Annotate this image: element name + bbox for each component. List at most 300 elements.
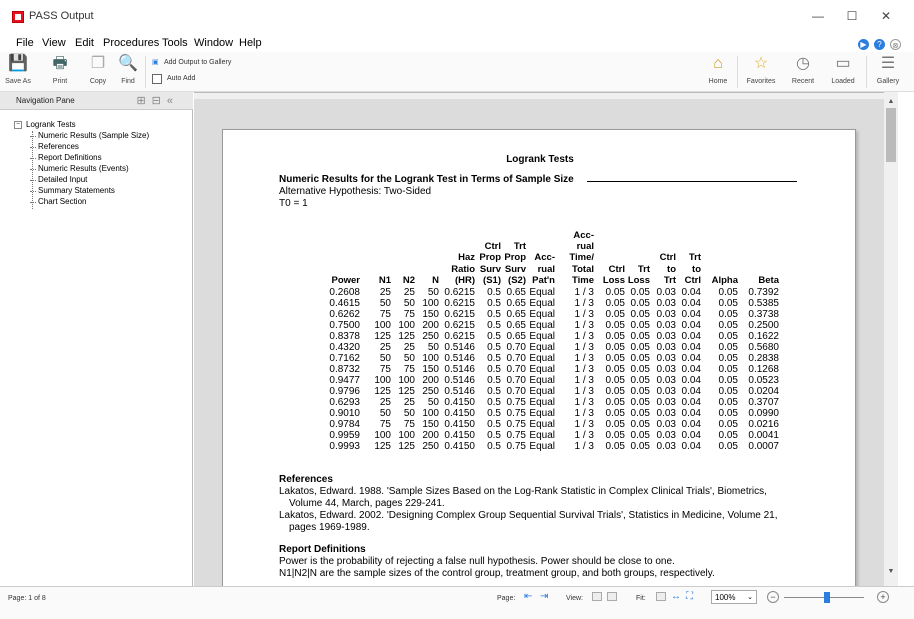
status-bar bbox=[0, 586, 914, 619]
table-cell: 75 bbox=[379, 309, 391, 320]
table-cell: 0.05 bbox=[605, 375, 625, 386]
column-header-line: Time bbox=[571, 274, 594, 286]
zoom-slider-thumb[interactable] bbox=[824, 592, 830, 603]
table-cell: 0.03 bbox=[656, 298, 676, 309]
table-cell: 125 bbox=[398, 441, 415, 452]
table-cell: 0.5 bbox=[487, 386, 501, 397]
scroll-down-icon[interactable]: ▼ bbox=[887, 568, 895, 575]
table-cell: Equal bbox=[529, 287, 555, 298]
table-row bbox=[223, 309, 856, 320]
table-cell: 0.3738 bbox=[748, 309, 779, 320]
table-cell: 0.75 bbox=[506, 419, 526, 430]
table-cell: 100 bbox=[374, 375, 391, 386]
table-cell: 125 bbox=[374, 441, 391, 452]
table-cell: 100 bbox=[398, 375, 415, 386]
table-cell: 0.5 bbox=[487, 375, 501, 386]
table-cell: 0.05 bbox=[718, 320, 738, 331]
table-cell: 0.05 bbox=[630, 408, 650, 419]
table-cell: 0.6215 bbox=[444, 331, 475, 342]
play-icon[interactable]: ▶ bbox=[858, 39, 869, 50]
app-icon bbox=[12, 11, 24, 23]
table-cell: 1 / 3 bbox=[574, 309, 594, 320]
table-cell: 100 bbox=[398, 430, 415, 441]
table-cell: 0.5146 bbox=[444, 386, 475, 397]
column-header-line: Loss bbox=[627, 274, 650, 286]
table-cell: 100 bbox=[398, 320, 415, 331]
column-header bbox=[603, 264, 625, 286]
table-cell: 0.04 bbox=[681, 342, 701, 353]
two-page-icon[interactable] bbox=[607, 592, 617, 601]
gallery-button[interactable]: ☰ Gallery bbox=[874, 54, 902, 90]
table-cell: 0.05 bbox=[718, 309, 738, 320]
column-header-line: Alpha bbox=[711, 274, 738, 286]
table-row bbox=[223, 419, 856, 430]
prev-page-icon[interactable]: ⇤ bbox=[524, 591, 533, 602]
table-cell: 0.9796 bbox=[329, 386, 360, 397]
table-cell: 0.05 bbox=[630, 309, 650, 320]
table-cell: 0.05 bbox=[605, 353, 625, 364]
table-cell: 150 bbox=[422, 364, 439, 375]
table-cell: 50 bbox=[427, 342, 439, 353]
table-cell: 0.03 bbox=[656, 430, 676, 441]
table-cell: 25 bbox=[379, 342, 391, 353]
home-button[interactable]: ⌂ Home bbox=[705, 54, 731, 90]
reference-1: Lakatos, Edward. 1988. 'Sample Sizes Based on the Log-Rank Statistic in Complex Clinical Trials', Biometrics, bbox=[279, 486, 767, 497]
column-header bbox=[628, 264, 650, 286]
table-cell: 0.5 bbox=[487, 309, 501, 320]
table-cell: 25 bbox=[379, 397, 391, 408]
table-cell: 25 bbox=[379, 287, 391, 298]
table-cell: 100 bbox=[422, 298, 439, 309]
table-cell: 0.05 bbox=[718, 353, 738, 364]
tree-item-numeric-results-sample-size[interactable]: Numeric Results (Sample Size) bbox=[14, 131, 149, 142]
table-cell: 1 / 3 bbox=[574, 353, 594, 364]
save-as-button[interactable]: 💾 Save As bbox=[5, 55, 31, 85]
definitions-heading: Report Definitions bbox=[279, 544, 366, 555]
table-cell: 1 / 3 bbox=[574, 331, 594, 342]
column-header-line: Ctrl bbox=[684, 274, 701, 286]
table-cell: 75 bbox=[403, 419, 415, 430]
table-row bbox=[223, 386, 856, 397]
table-row bbox=[223, 331, 856, 342]
table-cell: 75 bbox=[379, 419, 391, 430]
page-indicator: Page: 1 of 8 bbox=[8, 595, 46, 602]
table-cell: 0.03 bbox=[656, 397, 676, 408]
table-cell: 1 / 3 bbox=[574, 430, 594, 441]
column-header-line: rual bbox=[537, 263, 555, 275]
table-cell: 1 / 3 bbox=[574, 364, 594, 375]
table-cell: 0.0216 bbox=[748, 419, 779, 430]
close-button[interactable]: ✕ bbox=[880, 9, 892, 23]
table-cell: 0.5 bbox=[487, 287, 501, 298]
table-cell: 0.4150 bbox=[444, 408, 475, 419]
table-cell: 0.05 bbox=[605, 441, 625, 452]
table-cell: 0.05 bbox=[630, 320, 650, 331]
table-cell: 0.05 bbox=[630, 386, 650, 397]
zoom-out-icon[interactable]: − bbox=[767, 591, 779, 603]
table-cell: 0.05 bbox=[718, 287, 738, 298]
table-cell: 0.4320 bbox=[329, 342, 360, 353]
table-header bbox=[223, 230, 856, 286]
table-row bbox=[223, 342, 856, 353]
document-viewer bbox=[194, 92, 884, 586]
table-cell: 0.05 bbox=[605, 364, 625, 375]
table-row bbox=[223, 320, 856, 331]
table-cell: 0.05 bbox=[630, 397, 650, 408]
column-header-line: Pat'n bbox=[532, 274, 555, 286]
favorites-button[interactable]: ☆ Favorites bbox=[743, 54, 779, 90]
table-cell: 0.7500 bbox=[329, 320, 360, 331]
table-cell: 0.5146 bbox=[444, 353, 475, 364]
column-header-line: Trt bbox=[637, 263, 650, 275]
single-page-icon[interactable] bbox=[592, 592, 602, 601]
tree-item-logrank-tests[interactable]: − Logrank Tests bbox=[15, 120, 76, 129]
table-cell: 1 / 3 bbox=[574, 386, 594, 397]
table-row bbox=[223, 353, 856, 364]
table-cell: 0.70 bbox=[506, 375, 526, 386]
table-cell: 0.04 bbox=[681, 353, 701, 364]
table-cell: 0.05 bbox=[718, 298, 738, 309]
t0-value: T0 = 1 bbox=[279, 198, 308, 209]
table-cell: Equal bbox=[529, 309, 555, 320]
table-cell: 0.6215 bbox=[444, 320, 475, 331]
column-header-line: N bbox=[432, 274, 439, 286]
table-cell: 0.03 bbox=[656, 320, 676, 331]
table-cell: 0.0007 bbox=[748, 441, 779, 452]
auto-add-label: Auto Add bbox=[167, 75, 196, 82]
table-cell: 0.5 bbox=[487, 408, 501, 419]
table-cell: Equal bbox=[529, 441, 555, 452]
nav-pane-controls[interactable]: ⊞⊟« bbox=[136, 95, 179, 107]
table-cell: 0.0204 bbox=[748, 386, 779, 397]
minimize-button[interactable]: — bbox=[812, 9, 824, 23]
table-cell: 75 bbox=[403, 309, 415, 320]
table-cell: 0.05 bbox=[718, 430, 738, 441]
table-cell: 0.05 bbox=[630, 375, 650, 386]
table-cell: 0.5 bbox=[487, 320, 501, 331]
table-cell: 0.04 bbox=[681, 320, 701, 331]
column-header-line: Ctrl bbox=[608, 263, 625, 275]
table-cell: 125 bbox=[398, 386, 415, 397]
column-header-line: to bbox=[667, 263, 676, 275]
column-header-line: Loss bbox=[602, 274, 625, 286]
zoom-select[interactable]: 100% ⌄ bbox=[711, 590, 757, 604]
table-cell: 0.05 bbox=[605, 309, 625, 320]
column-header bbox=[479, 241, 501, 286]
table-cell: 1 / 3 bbox=[574, 287, 594, 298]
table-cell: Equal bbox=[529, 342, 555, 353]
tree-item-numeric-results-events[interactable]: Numeric Results (Events) bbox=[14, 164, 149, 175]
column-header bbox=[569, 230, 594, 286]
column-header bbox=[379, 275, 391, 286]
find-button[interactable]: 🔍 Find bbox=[114, 54, 142, 90]
toolbar-divider bbox=[737, 56, 738, 88]
table-row bbox=[223, 364, 856, 375]
table-cell: 0.9993 bbox=[329, 441, 360, 452]
table-cell: 200 bbox=[422, 375, 439, 386]
table-cell: 0.05 bbox=[718, 408, 738, 419]
loaded-button[interactable]: ▭ Loaded bbox=[827, 54, 859, 90]
table-cell: 0.4150 bbox=[444, 430, 475, 441]
table-cell: 0.03 bbox=[656, 309, 676, 320]
vertical-scrollbar[interactable] bbox=[884, 92, 898, 586]
table-cell: 0.05 bbox=[718, 419, 738, 430]
column-header-line: (S2) bbox=[508, 274, 526, 286]
table-cell: 0.03 bbox=[656, 364, 676, 375]
table-cell: 0.05 bbox=[718, 364, 738, 375]
reference-2-cont: pages 1969-1989. bbox=[289, 522, 370, 533]
table-cell: 0.5146 bbox=[444, 375, 475, 386]
auto-add-checkbox[interactable] bbox=[152, 74, 162, 84]
table-cell: 0.04 bbox=[681, 298, 701, 309]
next-page-icon[interactable]: ⇥ bbox=[540, 591, 549, 602]
table-cell: 0.03 bbox=[656, 375, 676, 386]
table-cell: 0.5 bbox=[487, 441, 501, 452]
table-cell: 0.6215 bbox=[444, 309, 475, 320]
table-cell: 0.8378 bbox=[329, 331, 360, 342]
tree-item-references[interactable]: References bbox=[14, 142, 149, 153]
table-cell: 0.04 bbox=[681, 331, 701, 342]
table-cell: 0.05 bbox=[718, 397, 738, 408]
table-cell: 0.65 bbox=[506, 331, 526, 342]
gallery-icon: ☰ bbox=[880, 55, 896, 72]
nav-tree bbox=[14, 120, 149, 208]
table-row bbox=[223, 408, 856, 419]
table-cell: Equal bbox=[529, 375, 555, 386]
table-cell: 50 bbox=[403, 298, 415, 309]
settings-icon[interactable]: ⊗ bbox=[890, 39, 901, 50]
menu-file[interactable]: File bbox=[16, 37, 34, 49]
table-cell: 0.05 bbox=[605, 298, 625, 309]
scroll-thumb[interactable] bbox=[886, 108, 896, 162]
table-cell: 0.2500 bbox=[748, 320, 779, 331]
column-header-line: Time/ bbox=[569, 252, 594, 264]
tree-item-chart-section[interactable]: Chart Section bbox=[14, 197, 149, 208]
table-cell: 250 bbox=[422, 386, 439, 397]
table-cell: 0.9784 bbox=[329, 419, 360, 430]
table-cell: 0.05 bbox=[630, 353, 650, 364]
table-cell: 0.6215 bbox=[444, 287, 475, 298]
column-header bbox=[331, 275, 360, 286]
table-cell: 0.0041 bbox=[748, 430, 779, 441]
section-heading: Numeric Results for the Logrank Test in Terms of Sample Size bbox=[279, 174, 574, 185]
table-cell: 125 bbox=[374, 386, 391, 397]
table-cell: 0.04 bbox=[681, 386, 701, 397]
table-cell: Equal bbox=[529, 331, 555, 342]
column-header bbox=[532, 252, 555, 286]
table-cell: Equal bbox=[529, 386, 555, 397]
table-cell: 0.1622 bbox=[748, 331, 779, 342]
nav-title: Navigation Pane bbox=[16, 96, 75, 105]
table-cell: 100 bbox=[374, 430, 391, 441]
table-cell: 0.03 bbox=[656, 408, 676, 419]
tree-item-detailed-input[interactable]: Detailed Input bbox=[14, 175, 149, 186]
table-cell: 0.04 bbox=[681, 364, 701, 375]
table-cell: 0.70 bbox=[506, 342, 526, 353]
table-cell: 0.75 bbox=[506, 441, 526, 452]
table-row bbox=[223, 430, 856, 441]
maximize-button[interactable]: ☐ bbox=[846, 9, 858, 23]
table-cell: 50 bbox=[403, 353, 415, 364]
table-cell: 0.65 bbox=[506, 320, 526, 331]
column-header bbox=[504, 241, 526, 286]
star-icon: ☆ bbox=[753, 55, 769, 72]
alt-hypothesis: Alternative Hypothesis: Two-Sided bbox=[279, 186, 432, 197]
copy-icon: ❐ bbox=[90, 55, 106, 72]
table-cell: 0.6293 bbox=[329, 397, 360, 408]
table-cell: 0.4615 bbox=[329, 298, 360, 309]
recent-button[interactable]: ◷ Recent bbox=[787, 54, 819, 90]
table-cell: 0.05 bbox=[718, 342, 738, 353]
window-title: PASS Output bbox=[29, 10, 94, 22]
table-cell: 0.03 bbox=[656, 342, 676, 353]
table-cell: 0.5146 bbox=[444, 342, 475, 353]
print-button[interactable]: 🖶 Print bbox=[46, 54, 74, 90]
definition-n: N1|N2|N are the sample sizes of the control group, treatment group, and both groups, respectively. bbox=[279, 568, 715, 579]
menu-window[interactable]: Window bbox=[194, 37, 234, 49]
table-cell: Equal bbox=[529, 408, 555, 419]
table-cell: 0.1268 bbox=[748, 364, 779, 375]
table-cell: 50 bbox=[379, 408, 391, 419]
table-cell: 0.05 bbox=[605, 320, 625, 331]
table-cell: 50 bbox=[427, 287, 439, 298]
table-cell: 0.05 bbox=[605, 430, 625, 441]
table-cell: 0.9959 bbox=[329, 430, 360, 441]
menu-procedures[interactable]: Procedures bbox=[103, 37, 160, 49]
table-cell: 0.4150 bbox=[444, 419, 475, 430]
column-header-line: Acc- bbox=[534, 252, 555, 264]
magnifier-icon: 🔍 bbox=[118, 55, 138, 72]
table-cell: 0.05 bbox=[605, 386, 625, 397]
table-cell: 0.05 bbox=[630, 287, 650, 298]
column-header-line: Surv bbox=[504, 263, 526, 275]
table-cell: 75 bbox=[379, 364, 391, 375]
table-cell: 0.65 bbox=[506, 309, 526, 320]
gallery-add-icon: ▣ bbox=[152, 59, 159, 66]
table-cell: 0.03 bbox=[656, 287, 676, 298]
table-cell: 0.03 bbox=[656, 419, 676, 430]
column-header-line: Power bbox=[331, 274, 360, 286]
table-cell: 0.5 bbox=[487, 331, 501, 342]
table-cell: 1 / 3 bbox=[574, 298, 594, 309]
table-cell: 0.70 bbox=[506, 386, 526, 397]
table-cell: 200 bbox=[422, 430, 439, 441]
view-label: View: bbox=[566, 595, 583, 602]
fit-page-icon[interactable] bbox=[656, 592, 666, 601]
table-cell: 0.04 bbox=[681, 408, 701, 419]
reference-2: Lakatos, Edward. 2002. 'Designing Complex Group Sequential Survival Trials', Statistics in Medicine, Volume 21, bbox=[279, 510, 778, 521]
copy-button[interactable]: ❐ Copy bbox=[84, 54, 112, 90]
table-cell: 0.04 bbox=[681, 430, 701, 441]
table-cell: Equal bbox=[529, 364, 555, 375]
table-cell: 0.6262 bbox=[329, 309, 360, 320]
table-cell: 0.2608 bbox=[329, 287, 360, 298]
viewer-header bbox=[194, 93, 884, 99]
table-cell: 1 / 3 bbox=[574, 320, 594, 331]
table-cell: 0.03 bbox=[656, 441, 676, 452]
table-cell: 0.5 bbox=[487, 397, 501, 408]
column-header bbox=[758, 275, 779, 286]
table-cell: 25 bbox=[403, 342, 415, 353]
table-row bbox=[223, 375, 856, 386]
table-cell: 0.0990 bbox=[748, 408, 779, 419]
table-row bbox=[223, 441, 856, 452]
column-header-line: to bbox=[692, 263, 701, 275]
column-header-line: Surv bbox=[479, 263, 501, 275]
fit-all-icon[interactable]: ⛶ bbox=[686, 591, 693, 602]
table-cell: 0.05 bbox=[718, 441, 738, 452]
heading-rule bbox=[587, 181, 797, 182]
menu-tools[interactable]: Tools bbox=[162, 37, 188, 49]
table-cell: Equal bbox=[529, 353, 555, 364]
home-icon: ⌂ bbox=[713, 55, 723, 72]
column-header bbox=[432, 275, 439, 286]
fit-width-icon[interactable]: ↔ bbox=[671, 591, 681, 602]
table-cell: 250 bbox=[422, 331, 439, 342]
collapse-icon[interactable]: − bbox=[15, 121, 21, 128]
column-header-line: Haz bbox=[458, 252, 475, 264]
table-cell: 50 bbox=[403, 408, 415, 419]
column-header-line: (S1) bbox=[483, 274, 501, 286]
table-cell: 0.7392 bbox=[748, 287, 779, 298]
toolbar bbox=[0, 52, 914, 92]
title-bar bbox=[0, 0, 914, 32]
tree-item-report-definitions[interactable]: Report Definitions bbox=[14, 153, 149, 164]
table-cell: 150 bbox=[422, 309, 439, 320]
add-output-to-gallery-button[interactable]: Add Output to Gallery bbox=[164, 59, 232, 66]
table-cell: 0.03 bbox=[656, 353, 676, 364]
scroll-up-icon[interactable]: ▲ bbox=[887, 98, 895, 105]
navigation-pane bbox=[0, 92, 193, 586]
table-cell: 0.05 bbox=[605, 408, 625, 419]
table-cell: 0.4150 bbox=[444, 441, 475, 452]
tree-item-summary-statements[interactable]: Summary Statements bbox=[14, 186, 149, 197]
table-cell: Equal bbox=[529, 419, 555, 430]
menu-help[interactable]: Help bbox=[239, 37, 262, 49]
table-cell: 0.9010 bbox=[329, 408, 360, 419]
table-cell: 0.9477 bbox=[329, 375, 360, 386]
table-cell: 0.4150 bbox=[444, 397, 475, 408]
table-cell: 0.7162 bbox=[329, 353, 360, 364]
column-header bbox=[685, 252, 701, 286]
table-cell: 0.04 bbox=[681, 287, 701, 298]
menu-edit[interactable]: Edit bbox=[75, 37, 94, 49]
table-cell: 50 bbox=[379, 298, 391, 309]
column-header-line: N1 bbox=[378, 274, 391, 286]
zoom-in-icon[interactable]: + bbox=[877, 591, 889, 603]
help-icon[interactable]: ? bbox=[874, 39, 885, 50]
table-cell: 0.05 bbox=[630, 331, 650, 342]
table-cell: 0.05 bbox=[605, 331, 625, 342]
table-cell: Equal bbox=[529, 430, 555, 441]
report-title: Logrank Tests bbox=[506, 154, 574, 165]
table-cell: 0.3707 bbox=[748, 397, 779, 408]
table-cell: 0.8732 bbox=[329, 364, 360, 375]
column-header-line: Total bbox=[572, 263, 594, 275]
table-cell: 0.04 bbox=[681, 397, 701, 408]
table-cell: 0.70 bbox=[506, 364, 526, 375]
table-cell: 0.5 bbox=[487, 430, 501, 441]
table-cell: 250 bbox=[422, 441, 439, 452]
table-cell: 0.5 bbox=[487, 342, 501, 353]
column-header-line: Trt bbox=[513, 241, 526, 253]
menu-view[interactable]: View bbox=[42, 37, 66, 49]
table-cell: 0.75 bbox=[506, 397, 526, 408]
table-cell: 100 bbox=[422, 353, 439, 364]
table-cell: 25 bbox=[403, 397, 415, 408]
table-cell: 0.04 bbox=[681, 419, 701, 430]
column-header bbox=[712, 275, 738, 286]
